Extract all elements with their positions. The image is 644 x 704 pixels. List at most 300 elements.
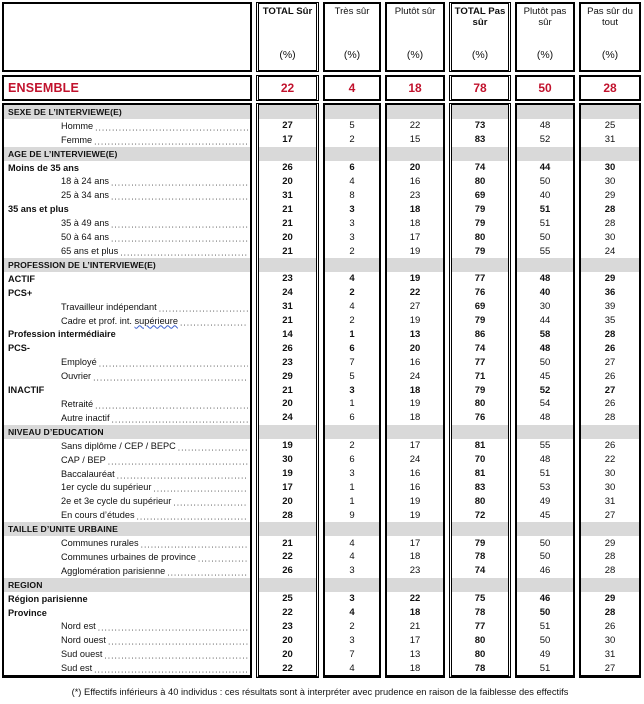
row-label-text: 35 à 49 ans	[61, 218, 110, 229]
value-cell: 75	[474, 593, 486, 605]
col-header-total-pas-sur	[449, 2, 511, 72]
value-cell: 20	[282, 398, 293, 410]
value-cell: 48	[539, 120, 551, 132]
value-cell: 69	[474, 301, 486, 313]
value-cell: 27	[409, 301, 421, 313]
value-cell: 22	[409, 593, 421, 605]
value-cell: 29	[282, 370, 293, 382]
value-cell: 54	[539, 398, 551, 410]
col-header-plutot-pas-sur	[515, 2, 575, 72]
value-cell: 22	[409, 120, 421, 132]
row-label-text: En cours d’études	[61, 510, 135, 521]
value-cell: 45	[539, 370, 551, 382]
value-cell: 24	[409, 370, 421, 382]
value-cell: 81	[474, 468, 486, 480]
survey-results-table	[2, 2, 642, 678]
value-cell: 8	[349, 189, 355, 201]
value-cell: 6	[349, 162, 355, 174]
value-cell: 13	[409, 648, 421, 660]
row-label-text: PCS-	[8, 343, 30, 354]
value-cell: 19	[409, 509, 421, 521]
value-cell: 52	[539, 384, 551, 396]
value-cell: 80	[474, 648, 486, 660]
value-cell: 9	[349, 509, 355, 521]
value-cell: 70	[474, 454, 486, 466]
value-cell: 2	[349, 315, 355, 327]
value-column-tres-sur	[323, 103, 381, 678]
row-label-text: INACTIF	[8, 385, 45, 396]
value-cell: 22	[282, 607, 293, 619]
value-cell: 2	[349, 440, 355, 452]
col-header-total-sur	[256, 2, 319, 72]
row-label	[4, 230, 250, 244]
section-fill	[325, 147, 379, 161]
row-label	[4, 133, 250, 147]
value-cell: 25	[282, 593, 293, 605]
value-cell: 35	[604, 315, 616, 327]
row-label-text: Homme	[61, 120, 94, 131]
value-cell: 29	[604, 537, 616, 549]
value-cell: 23	[282, 620, 293, 632]
value-cell: 4	[349, 551, 355, 563]
value-cell: 79	[474, 245, 486, 257]
dot-leader	[95, 400, 248, 410]
section-fill	[452, 425, 508, 439]
section-fill	[325, 578, 379, 592]
section-fill	[452, 258, 508, 272]
row-label	[4, 550, 250, 564]
row-label-text: 18 à 24 ans	[61, 176, 110, 187]
section-header: SEXE DE L’INTERVIEWE(E)	[4, 105, 250, 119]
value-cell: 17	[282, 481, 293, 493]
row-label-text: Ouvrier	[61, 371, 92, 382]
value-cell: 3	[349, 384, 355, 396]
value-cell: 6	[349, 412, 355, 424]
dot-leader	[120, 248, 248, 258]
value-cell: 29	[604, 273, 616, 285]
section-fill	[387, 578, 443, 592]
col-header-label: Pas sûr du tout	[587, 6, 633, 29]
col-header-pas-sur-du-tout	[579, 2, 641, 72]
row-label	[4, 272, 250, 286]
value-cell: 73	[474, 120, 486, 132]
section-fill	[517, 105, 573, 119]
value-cell: 77	[474, 273, 486, 285]
value-cell: 31	[604, 134, 616, 146]
dot-leader	[94, 136, 248, 146]
row-label-text: Communes rurales	[61, 538, 139, 549]
section-fill	[517, 147, 573, 161]
col-header-unit: (%)	[601, 49, 619, 61]
value-cell: 20	[282, 175, 293, 187]
value-cell: 44	[539, 315, 551, 327]
value-cell: 21	[282, 384, 293, 396]
ensemble-row	[2, 75, 642, 101]
dot-leader	[178, 442, 248, 452]
value-cell: 19	[409, 273, 421, 285]
value-cell: 77	[474, 620, 486, 632]
value-cell: 16	[409, 481, 421, 493]
row-label-text: Région parisienne	[8, 593, 88, 604]
row-label-text: Femme	[61, 134, 93, 145]
value-cell: 19	[409, 495, 421, 507]
value-cell: 4	[349, 301, 355, 313]
value-cell: 26	[282, 565, 293, 577]
section-header: TAILLE D’UNITE URBAINE	[4, 522, 250, 536]
col-header-tres-sur	[323, 2, 381, 72]
row-label-text: 1er cycle du supérieur	[61, 482, 152, 493]
value-cell: 46	[539, 565, 551, 577]
section-fill	[259, 522, 316, 536]
value-cell: 23	[282, 273, 293, 285]
value-cell: 83	[474, 134, 486, 146]
value-cell: 80	[474, 398, 486, 410]
value-cell: 78	[474, 551, 486, 563]
row-label	[4, 202, 250, 216]
value-cell: 40	[539, 287, 551, 299]
ensemble-value: 28	[579, 75, 641, 101]
value-cell: 17	[409, 231, 421, 243]
value-cell: 28	[604, 565, 616, 577]
col-header-label: TOTAL Sûr	[262, 6, 313, 17]
section-fill	[452, 147, 508, 161]
value-cell: 2	[349, 245, 355, 257]
value-cell: 22	[409, 287, 421, 299]
value-cell: 6	[349, 454, 355, 466]
dot-leader	[111, 234, 248, 244]
value-cell: 46	[539, 593, 551, 605]
value-cell: 31	[604, 495, 616, 507]
value-cell: 50	[539, 551, 551, 563]
value-cell: 2	[349, 134, 355, 146]
value-cell: 78	[474, 662, 486, 674]
value-cell: 51	[539, 217, 551, 229]
section-fill	[325, 105, 379, 119]
value-cell: 18	[409, 384, 421, 396]
value-cell: 20	[282, 648, 293, 660]
dot-leader	[111, 192, 248, 202]
value-cell: 80	[474, 634, 486, 646]
value-cell: 1	[349, 495, 355, 507]
value-cell: 30	[604, 634, 616, 646]
row-label	[4, 536, 250, 550]
value-cell: 26	[282, 342, 293, 354]
section-fill	[517, 425, 573, 439]
row-label	[4, 564, 250, 578]
section-fill	[517, 578, 573, 592]
value-cell: 21	[282, 245, 293, 257]
value-cell: 55	[539, 440, 551, 452]
section-fill	[581, 258, 639, 272]
col-header-unit: (%)	[471, 49, 489, 61]
row-label-text: Sans diplôme / CEP / BEPC	[61, 440, 176, 451]
row-label-text: PCS+	[8, 287, 33, 298]
section-fill	[387, 147, 443, 161]
value-cell: 71	[474, 370, 486, 382]
value-cell: 17	[409, 440, 421, 452]
value-cell: 28	[604, 203, 616, 215]
section-fill	[581, 425, 639, 439]
value-cell: 5	[349, 370, 355, 382]
value-cell: 4	[349, 175, 355, 187]
value-cell: 1	[349, 398, 355, 410]
dot-leader	[108, 637, 248, 647]
row-label	[4, 411, 250, 425]
value-cell: 50	[539, 231, 551, 243]
value-cell: 18	[409, 203, 421, 215]
row-label-text: CAP / BEP	[61, 454, 106, 465]
ensemble-value: 78	[449, 75, 511, 101]
col-header-unit: (%)	[343, 49, 361, 61]
row-label	[4, 508, 250, 522]
row-label	[4, 314, 250, 328]
row-label	[4, 383, 250, 397]
value-cell: 28	[604, 412, 616, 424]
value-cell: 28	[604, 217, 616, 229]
section-fill	[387, 425, 443, 439]
value-cell: 20	[409, 162, 421, 174]
section-fill	[259, 147, 316, 161]
value-cell: 19	[409, 315, 421, 327]
value-cell: 24	[282, 412, 293, 424]
value-cell: 5	[349, 120, 355, 132]
value-cell: 7	[349, 648, 355, 660]
value-cell: 20	[282, 634, 293, 646]
section-fill	[452, 105, 508, 119]
value-cell: 79	[474, 537, 486, 549]
dot-leader	[98, 623, 248, 633]
value-cell: 20	[409, 342, 421, 354]
row-label-text: Baccalauréat	[61, 468, 115, 479]
value-cell: 4	[349, 662, 355, 674]
row-label-text: 25 à 34 ans	[61, 190, 110, 201]
value-cell: 3	[349, 231, 355, 243]
corner-cell	[2, 2, 252, 72]
row-label	[4, 300, 250, 314]
section-fill	[581, 147, 639, 161]
value-cell: 22	[282, 551, 293, 563]
value-cell: 48	[539, 342, 551, 354]
section-fill	[259, 105, 316, 119]
value-cell: 16	[409, 468, 421, 480]
value-cell: 3	[349, 203, 355, 215]
value-cell: 31	[282, 189, 293, 201]
section-fill	[325, 425, 379, 439]
row-label	[4, 467, 250, 481]
dot-leader	[111, 178, 248, 188]
value-cell: 24	[604, 245, 616, 257]
value-cell: 4	[349, 537, 355, 549]
value-cell: 26	[604, 620, 616, 632]
value-cell: 30	[604, 481, 616, 493]
value-cell: 55	[539, 245, 551, 257]
value-column-plutot-pas-sur	[515, 103, 575, 678]
section-fill	[259, 578, 316, 592]
value-cell: 40	[539, 189, 551, 201]
ensemble-value: 22	[256, 75, 319, 101]
value-cell: 48	[539, 454, 551, 466]
value-cell: 1	[349, 328, 355, 340]
value-cell: 18	[409, 217, 421, 229]
value-cell: 28	[604, 328, 616, 340]
value-cell: 31	[282, 301, 293, 313]
row-label-text: Profession intermédiaire	[8, 329, 116, 340]
dot-leader	[141, 540, 248, 550]
value-cell: 50	[539, 634, 551, 646]
value-cell: 13	[409, 328, 421, 340]
value-cell: 2	[349, 620, 355, 632]
row-label	[4, 355, 250, 369]
value-cell: 23	[409, 565, 421, 577]
dot-leader	[117, 470, 248, 480]
row-label	[4, 397, 250, 411]
dot-leader	[93, 373, 248, 383]
value-cell: 17	[409, 634, 421, 646]
value-cell: 19	[282, 440, 293, 452]
row-label-text: 2e et 3e cycle du supérieur	[61, 496, 172, 507]
row-label	[4, 480, 250, 494]
value-cell: 79	[474, 203, 486, 215]
value-cell: 7	[349, 356, 355, 368]
col-header-unit: (%)	[406, 49, 424, 61]
section-fill	[259, 258, 316, 272]
row-label-text: 35 ans et plus	[8, 204, 69, 215]
value-cell: 80	[474, 175, 486, 187]
value-cell: 18	[409, 607, 421, 619]
row-label	[4, 369, 250, 383]
row-label	[4, 633, 250, 647]
value-cell: 17	[282, 134, 293, 146]
value-cell: 52	[539, 134, 551, 146]
value-cell: 29	[604, 593, 616, 605]
row-label	[4, 216, 250, 230]
value-cell: 51	[539, 662, 551, 674]
ensemble-value: 18	[385, 75, 445, 101]
dot-leader	[104, 651, 248, 661]
value-cell: 83	[474, 481, 486, 493]
value-cell: 74	[474, 342, 486, 354]
dot-leader	[198, 553, 248, 563]
value-cell: 22	[282, 662, 293, 674]
value-cell: 74	[474, 565, 486, 577]
value-cell: 78	[474, 607, 486, 619]
row-label	[4, 244, 250, 258]
dot-leader	[137, 512, 248, 522]
row-label-text: Agglomération parisienne	[61, 565, 166, 576]
value-cell: 4	[349, 273, 355, 285]
col-header-label: Très sûr	[334, 6, 370, 17]
value-cell: 23	[282, 356, 293, 368]
value-cell: 17	[409, 537, 421, 549]
section-fill	[387, 258, 443, 272]
value-cell: 23	[409, 189, 421, 201]
value-cell: 30	[604, 231, 616, 243]
section-fill	[452, 578, 508, 592]
value-cell: 72	[474, 509, 486, 521]
col-header-unit: (%)	[536, 49, 554, 61]
section-header: NIVEAU D’EDUCATION	[4, 425, 250, 439]
value-cell: 3	[349, 468, 355, 480]
label-column	[2, 103, 252, 678]
value-cell: 16	[409, 356, 421, 368]
row-label	[4, 175, 250, 189]
value-cell: 27	[604, 356, 616, 368]
value-cell: 50	[539, 607, 551, 619]
row-label-text: Travailleur indépendant	[61, 301, 157, 312]
table-body	[2, 103, 642, 678]
row-label	[4, 592, 250, 606]
row-label-text: Communes urbaines de province	[61, 551, 196, 562]
header-row	[2, 2, 642, 72]
value-cell: 28	[604, 607, 616, 619]
row-label-text: ACTIF	[8, 273, 36, 284]
value-cell: 30	[604, 175, 616, 187]
value-cell: 76	[474, 412, 486, 424]
col-header-label: Plutôt sûr	[394, 6, 436, 17]
value-column-plutot-sur	[385, 103, 445, 678]
value-cell: 51	[539, 203, 551, 215]
value-cell: 15	[409, 134, 421, 146]
col-header-label: Plutôt pas sûr	[523, 6, 567, 29]
row-label-text: 50 à 64 ans	[61, 232, 110, 243]
row-label-text: Sud est	[61, 663, 93, 674]
value-cell: 50	[539, 175, 551, 187]
col-header-label: TOTAL Pas sûr	[454, 6, 506, 29]
row-label-text: 65 ans et plus	[61, 246, 119, 257]
section-fill	[517, 522, 573, 536]
section-fill	[581, 522, 639, 536]
value-cell: 6	[349, 342, 355, 354]
value-cell: 18	[409, 551, 421, 563]
value-cell: 30	[539, 301, 551, 313]
value-cell: 81	[474, 440, 486, 452]
value-cell: 80	[474, 495, 486, 507]
value-cell: 50	[539, 356, 551, 368]
value-cell: 48	[539, 412, 551, 424]
value-cell: 20	[282, 231, 293, 243]
row-label	[4, 286, 250, 300]
value-cell: 79	[474, 217, 486, 229]
value-cell: 76	[474, 287, 486, 299]
value-cell: 79	[474, 315, 486, 327]
value-cell: 19	[409, 398, 421, 410]
value-cell: 36	[604, 287, 616, 299]
underlined-word: supérieure	[134, 315, 178, 326]
row-label	[4, 647, 250, 661]
dot-leader	[173, 498, 248, 508]
value-cell: 26	[604, 342, 616, 354]
row-label-text: Province	[8, 607, 47, 618]
row-label	[4, 494, 250, 508]
value-cell: 2	[349, 287, 355, 299]
row-label-text: Autre inactif	[61, 412, 110, 423]
value-cell: 69	[474, 189, 486, 201]
row-label	[4, 341, 250, 355]
row-label	[4, 188, 250, 202]
row-label-text: Sud ouest	[61, 649, 103, 660]
value-cell: 21	[282, 537, 293, 549]
row-label	[4, 161, 250, 175]
value-cell: 48	[539, 273, 551, 285]
value-cell: 14	[282, 328, 293, 340]
value-cell: 3	[349, 565, 355, 577]
section-fill	[387, 105, 443, 119]
value-cell: 4	[349, 607, 355, 619]
value-cell: 80	[474, 231, 486, 243]
value-cell: 20	[282, 495, 293, 507]
row-label-text: Employé	[61, 357, 97, 368]
value-cell: 74	[474, 162, 486, 174]
